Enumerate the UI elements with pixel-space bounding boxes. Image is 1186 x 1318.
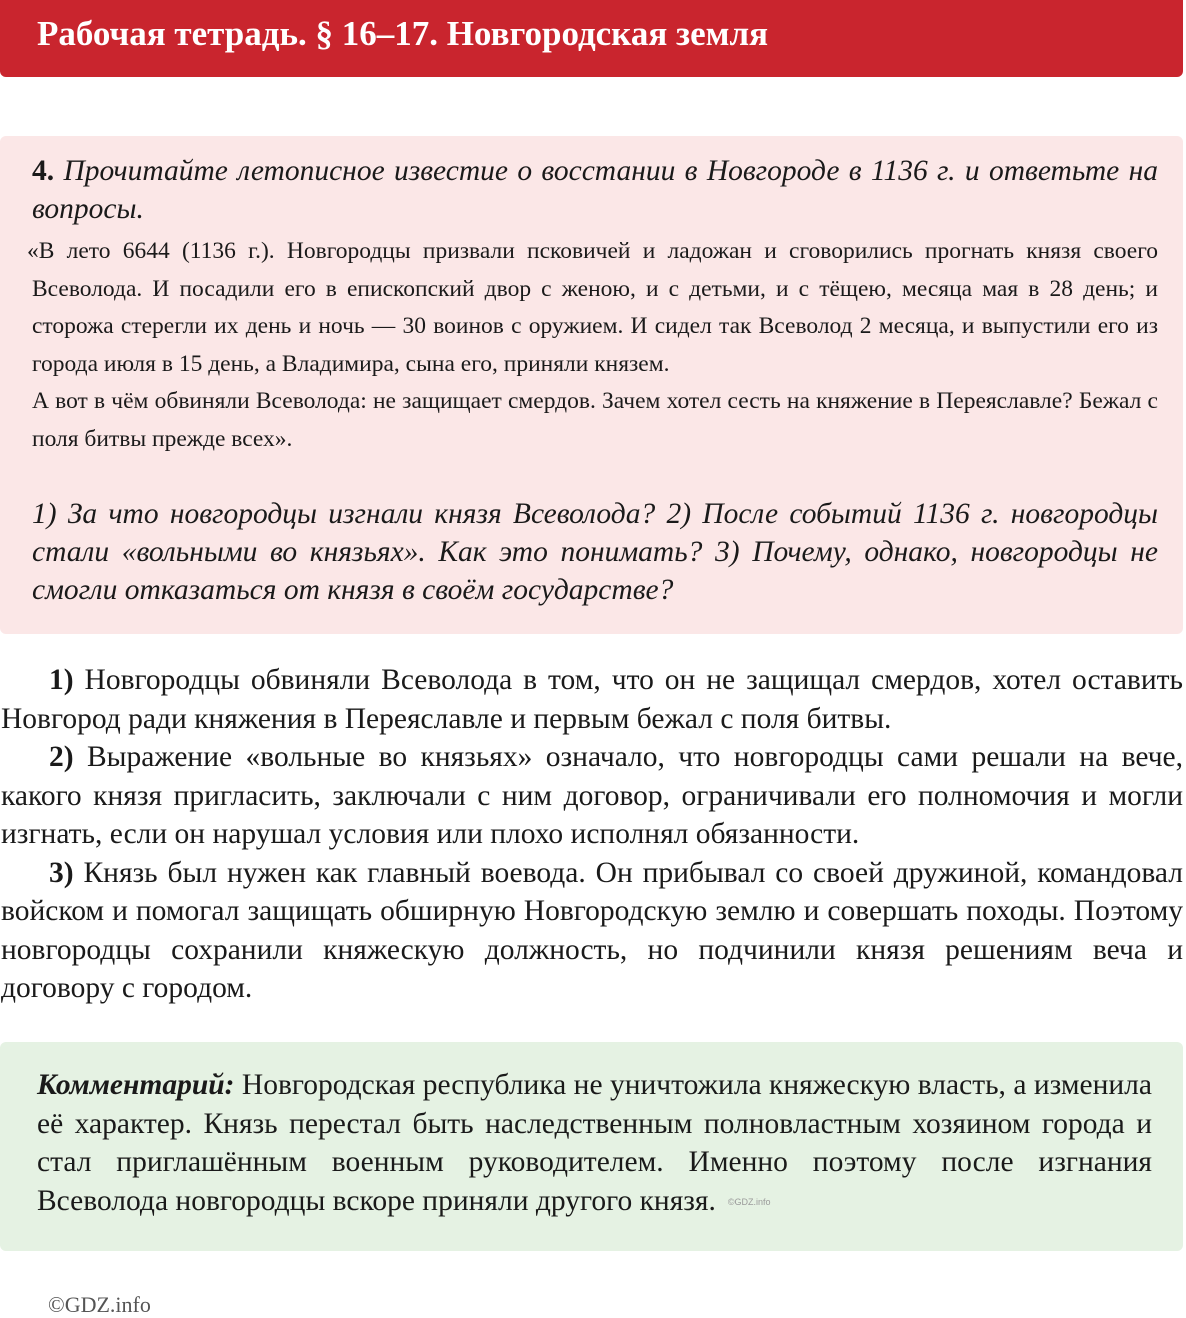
comment-body: Новгородская республика не уничтожила княжескую власть, а изменила её характер. Князь перестал быть наследственным полновластным хозяином города и стал приглашённым военным руководителем. Именно поэтому после изгнания Всеволода новгородцы вскоре приняли другого князя. [37,1069,1152,1217]
answer-2-label: 2) [49,741,74,773]
task-prompt [32,152,1158,228]
answer-3-text: Князь был нужен как главный воевода. Он прибывал со своей дружиной, командовал войском и помогал защищать обширную Новгородскую землю и совершать походы. Поэтому новгородцы сохранили княжескую должность, но подчинили князя решениям веча и договору с городом. [1,856,1183,1004]
task-questions: 1) За что новгородцы изгнали князя Всеволода? 2) После событий 1136 г. новгородцы стали «вольными во князьях». Как это понимать? 3) Почему, однако, новгородцы не смогли отказаться от князя в своём государстве? [32,498,1158,606]
answer-2 [1,738,1183,854]
answer-3-label: 3) [49,856,74,889]
answer-1-text: Новгородцы обвиняли Всеволода в том, что он не защищал смердов, хотел оставить Новгород ради княжения в Переяславле и первым бежал с поля битвы. [1,664,1183,735]
chronicle-paragraph-1: «В лето 6644 (1136 г.). Новгородцы призвали псковичей и ладожан и сговорились прогнать князя своего Всеволода. И посадили его в епископский двор с женою, и с детьми, и с тёщею, месяца мая в 28 день; и сторожа стерегли их день и ночь — 30 воинов с оружием. И сидел так Всеволод 2 месяца, и выпустили его из города июля в 15 день, а Владимира, сына его, приняли князем. [27,238,1158,377]
footer-copyright: ©GDZ.info [48,1292,151,1317]
answer-1-label: 1) [49,664,74,696]
chronicle-quote [27,233,1158,458]
answers-section [1,661,1183,1008]
comment-watermark: ©GDZ.info [727,1197,771,1208]
page-header [0,0,1183,77]
answer-1 [1,661,1183,738]
page-title: Рабочая тетрадь. § 16–17. Новгородская земля [37,14,769,53]
chronicle-paragraph-2: А вот в чём обвиняли Всеволода: не защищает смердов. Зачем хотел сесть на княжение в Переяславле? Бежал с поля битвы прежде всех». [32,388,1158,452]
task-number: 4. [32,155,55,187]
answer-2-text: Выражение «вольные во князьях» означало, что новгородцы сами решали на вече, какого князя пригласить, заключали с ним договор, ограничивали его полномочия и могли изгнать, если он нарушал условия или плохо исполнял обязанности. [1,741,1183,850]
comment [37,1066,1152,1222]
answer-3 [1,854,1183,1008]
task-prompt-text: Прочитайте летописное известие о восстании в Новгороде в 1136 г. и ответьте на вопросы. [32,155,1158,225]
comment-label: Комментарий: [37,1069,235,1101]
